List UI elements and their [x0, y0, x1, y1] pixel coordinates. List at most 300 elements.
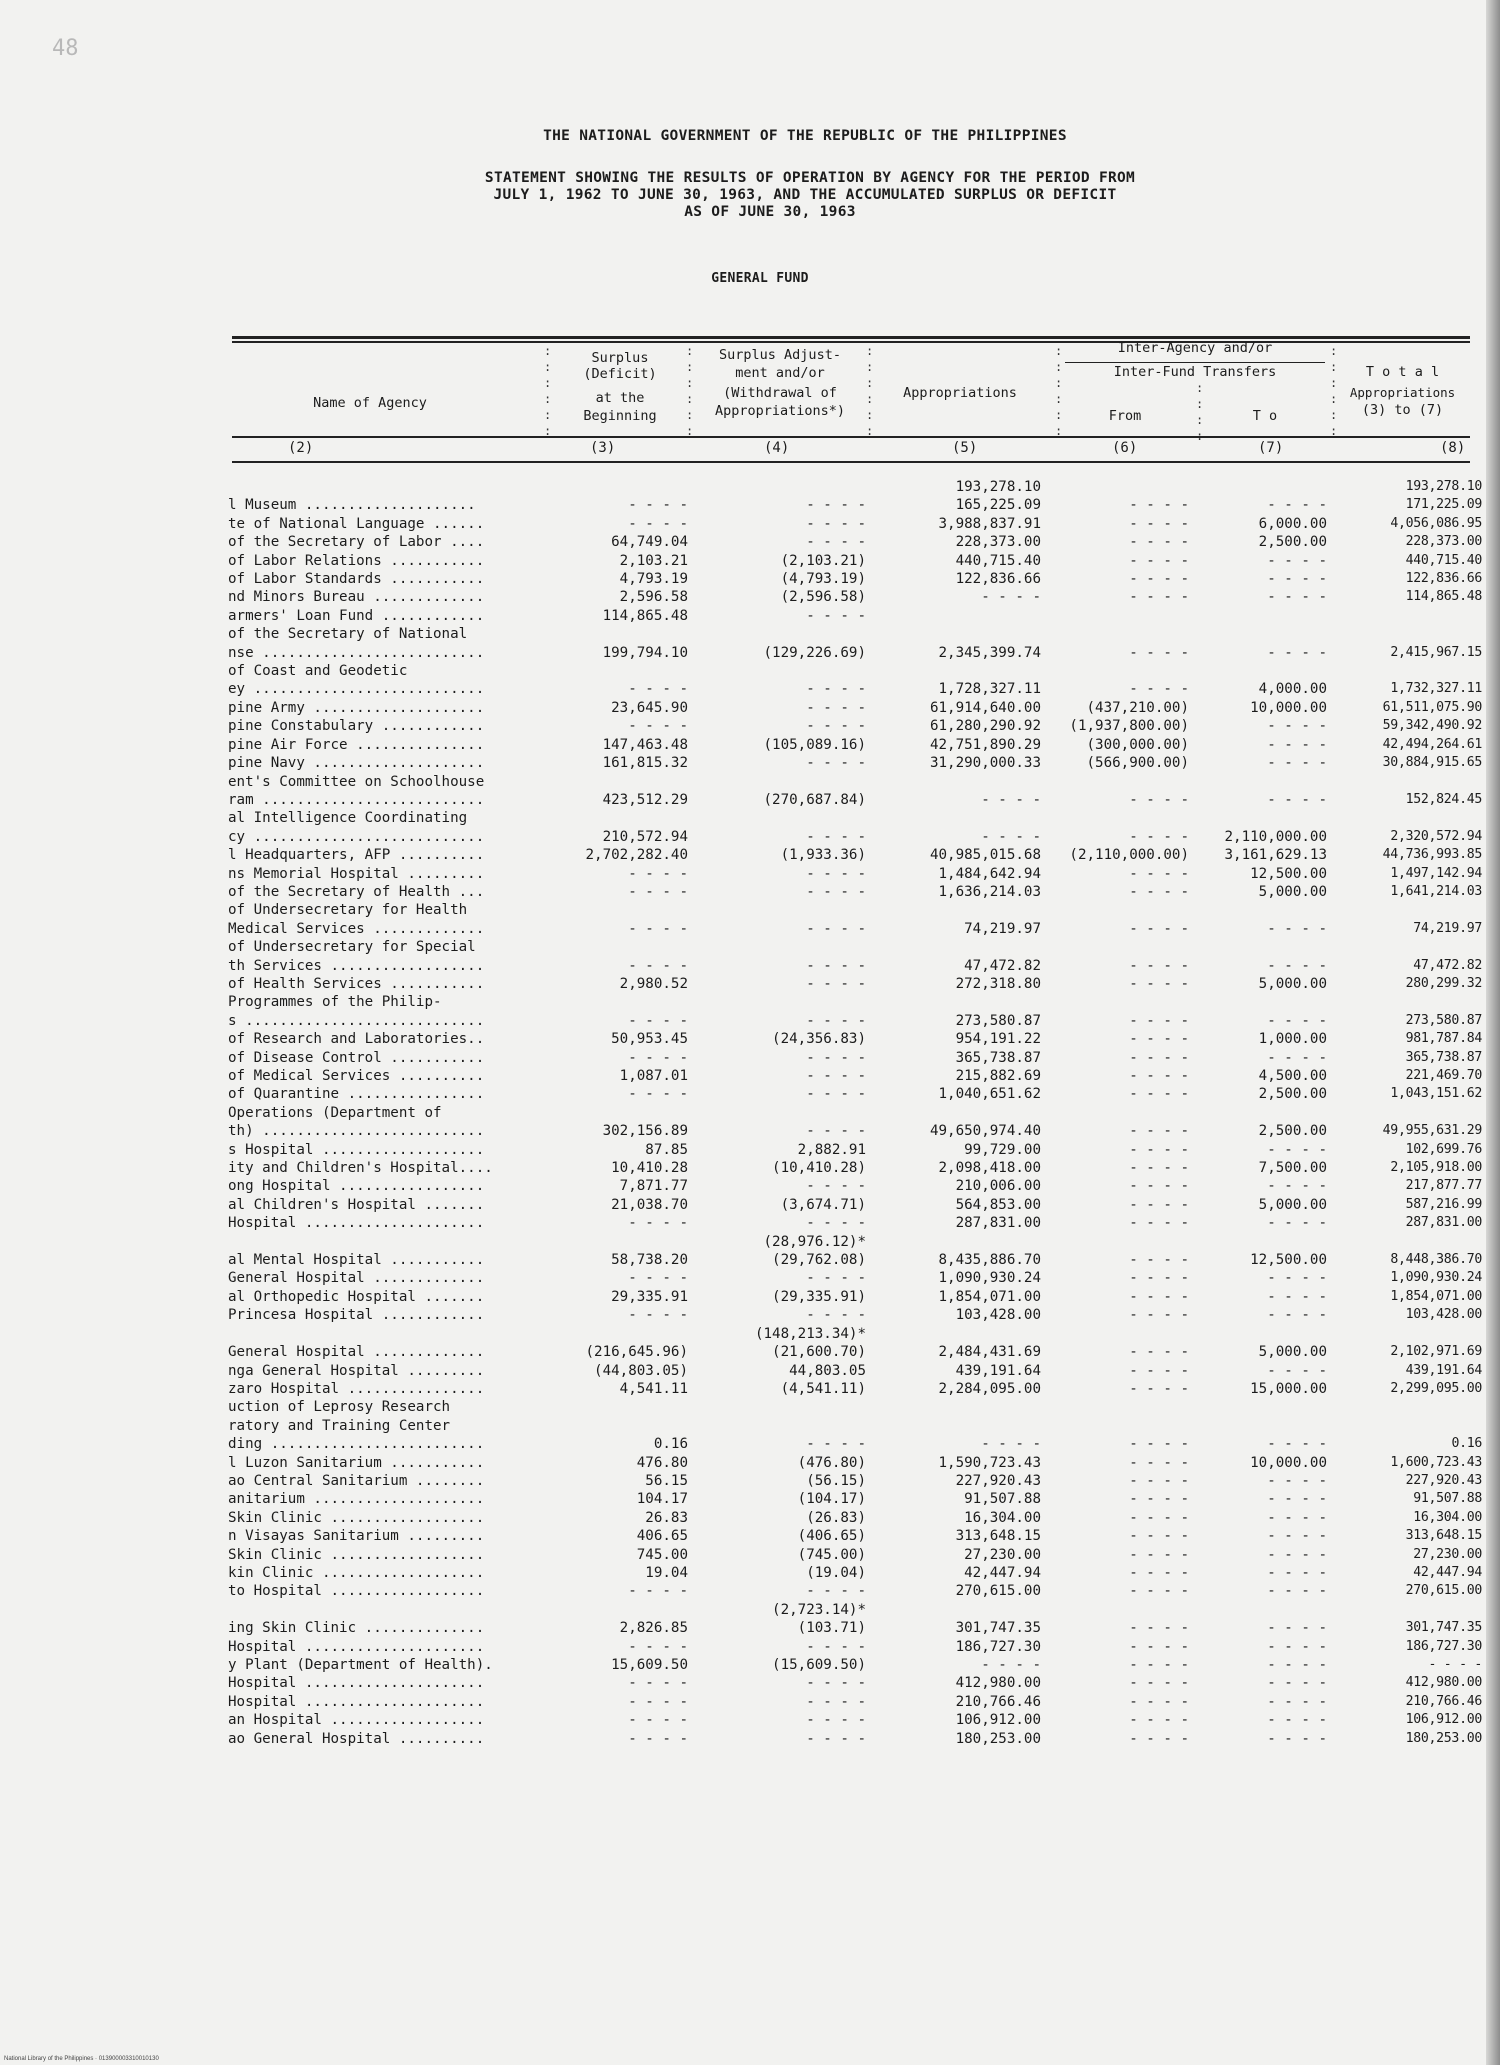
header-from: From — [1108, 408, 1142, 424]
surplus-adjustment-cell: - - - - — [806, 607, 866, 624]
transfer-from-cell: - - - - — [1129, 1712, 1189, 1729]
total-appropriations-cell: 8,448,386.70 — [1390, 1252, 1482, 1268]
surplus-beginning-cell: - - - - — [628, 1693, 688, 1710]
transfer-to-cell: - - - - — [1267, 1730, 1327, 1747]
surplus-beginning-cell: 23,645.90 — [611, 699, 688, 716]
surplus-adjustment-cell: (745.00) — [797, 1546, 866, 1563]
surplus-adjustment-cell: - - - - — [806, 1693, 866, 1710]
agency-name-cell: to Hospital .................. — [228, 1583, 485, 1600]
surplus-adjustment-cell: (24,356.83) — [772, 1031, 866, 1048]
surplus-adjustment-cell: - - - - — [806, 1215, 866, 1232]
transfer-from-cell: - - - - — [1129, 975, 1189, 992]
transfer-to-cell — [1189, 607, 1327, 625]
transfer-to-cell — [1189, 1233, 1327, 1251]
total-appropriations-cell: 4,056,086.95 — [1390, 515, 1482, 531]
transfer-from-cell: - - - - — [1129, 681, 1189, 698]
surplus-beginning-cell: - - - - — [628, 1675, 688, 1692]
table-row — [228, 1564, 1482, 1582]
appropriations-cell: - - - - — [981, 1657, 1041, 1673]
agency-name-cell: al Intelligence Coordinating — [228, 810, 468, 827]
transfer-from-cell: - - - - — [1129, 1215, 1189, 1232]
transfer-to-cell: 5,000.00 — [1258, 975, 1327, 992]
surplus-beginning-cell: 745.00 — [636, 1546, 688, 1563]
agency-name-cell: nga General Hospital ......... — [228, 1362, 485, 1379]
agency-name-cell: Medical Services ............. — [228, 920, 485, 937]
table-row — [228, 1693, 1482, 1711]
surplus-adjustment-cell: (148,213.34)* — [754, 1325, 866, 1342]
total-appropriations-cell: 440,715.40 — [1405, 552, 1482, 568]
transfer-from-cell — [1041, 607, 1189, 625]
surplus-adjustment-cell — [688, 625, 866, 643]
table-row — [228, 1233, 1482, 1251]
surplus-beginning-cell: 4,541.11 — [619, 1380, 688, 1397]
total-appropriations-cell: 42,494,264.61 — [1382, 736, 1482, 752]
surplus-adjustment-cell: (10,410.28) — [772, 1160, 866, 1177]
surplus-beginning-cell: 26.83 — [645, 1509, 688, 1526]
appropriations-cell: 193,278.10 — [955, 479, 1041, 495]
surplus-adjustment-cell: - - - - — [806, 1068, 866, 1084]
agency-name-cell: of Research and Laboratories.. — [228, 1031, 485, 1048]
appropriations-cell: 954,191.22 — [955, 1031, 1041, 1048]
total-appropriations-cell: 1,090,930.24 — [1390, 1270, 1482, 1286]
table-row — [228, 1049, 1482, 1067]
transfer-to-cell: 2,500.00 — [1258, 534, 1327, 551]
total-appropriations-cell: 1,732,327.11 — [1390, 681, 1482, 697]
transfer-from-cell: - - - - — [1129, 515, 1189, 532]
agency-name-cell: ao General Hospital .......... — [228, 1730, 485, 1747]
transfer-from-cell: - - - - — [1129, 1730, 1189, 1747]
surplus-beginning-cell: 7,871.77 — [619, 1178, 688, 1195]
agency-name-cell: an Hospital .................. — [228, 1712, 485, 1729]
appropriations-cell: 1,728,327.11 — [938, 681, 1041, 698]
header-appropriations: Appropriations — [903, 385, 1017, 401]
table-row — [228, 1343, 1482, 1361]
appropriations-cell: 412,980.00 — [955, 1675, 1041, 1692]
transfer-from-cell: - - - - — [1129, 1252, 1189, 1269]
appropriations-cell: 1,090,930.24 — [938, 1270, 1041, 1287]
surplus-beginning-cell — [548, 625, 688, 643]
table-row — [228, 1619, 1482, 1637]
transfer-from-cell: (300,000.00) — [1086, 736, 1189, 753]
surplus-beginning-cell: 21,038.70 — [611, 1196, 688, 1213]
transfer-from-cell: - - - - — [1129, 791, 1189, 808]
surplus-adjustment-cell: - - - - — [806, 1436, 866, 1453]
table-row — [228, 607, 1482, 625]
table-row — [228, 570, 1482, 588]
transfer-from-cell — [1041, 1233, 1189, 1251]
transfer-to-cell: - - - - — [1267, 1049, 1327, 1066]
transfer-from-cell — [1041, 773, 1189, 791]
agency-name-cell: of Coast and Geodetic — [228, 663, 408, 680]
agency-name-cell: ent's Committee on Schoolhouse — [228, 773, 485, 790]
table-row — [228, 1325, 1482, 1343]
total-appropriations-cell: 0.16 — [1451, 1436, 1482, 1452]
transfer-to-cell: 5,000.00 — [1258, 883, 1327, 900]
table-row — [228, 625, 1482, 643]
transfer-to-cell: 2,110,000.00 — [1224, 828, 1327, 845]
surplus-adjustment-cell: - - - - — [806, 1730, 866, 1747]
agency-name-cell: pine Constabulary ............ — [228, 718, 485, 735]
total-appropriations-cell: 49,955,631.29 — [1382, 1123, 1482, 1139]
transfer-to-cell: - - - - — [1267, 1638, 1327, 1655]
table-row — [228, 1509, 1482, 1527]
surplus-beginning-cell: 56.15 — [645, 1472, 688, 1489]
agency-name-cell: pine Air Force ............... — [228, 736, 485, 753]
transfer-from-cell — [1041, 1398, 1189, 1416]
transfer-from-cell: - - - - — [1129, 1344, 1189, 1361]
transfer-to-cell — [1189, 662, 1327, 680]
transfer-to-cell — [1189, 993, 1327, 1011]
table-row — [228, 1251, 1482, 1269]
surplus-adjustment-cell: - - - - — [806, 883, 866, 900]
table-row — [228, 736, 1482, 754]
header-adjustment-4: Appropriations*) — [714, 403, 846, 419]
column-number-3: (3) — [590, 440, 616, 456]
surplus-beginning-cell: - - - - — [628, 957, 688, 974]
table-row — [228, 588, 1482, 606]
header-agency-name: Name of Agency — [313, 395, 427, 411]
surplus-beginning-cell: - - - - — [628, 497, 688, 514]
surplus-beginning-cell: 406.65 — [636, 1528, 688, 1545]
total-appropriations-cell — [1327, 809, 1482, 827]
total-appropriations-cell: 1,043,151.62 — [1390, 1086, 1482, 1102]
agency-name-cell: Hospital ..................... — [228, 1638, 485, 1655]
surplus-adjustment-cell: - - - - — [806, 755, 866, 772]
appropriations-cell: 42,447.94 — [964, 1564, 1041, 1581]
header-adjustment-2: ment and/or — [735, 365, 825, 381]
appropriations-cell: 91,507.88 — [964, 1491, 1041, 1508]
table-row — [228, 1159, 1482, 1177]
column-number-rule — [232, 461, 1470, 463]
transfer-to-cell: 5,000.00 — [1258, 1344, 1327, 1361]
appropriations-cell: 31,290,000.33 — [929, 755, 1041, 772]
total-appropriations-cell: 102,699.76 — [1405, 1141, 1482, 1157]
transfer-to-cell: 3,161,629.13 — [1224, 847, 1327, 864]
transfer-from-cell: - - - - — [1129, 1528, 1189, 1545]
agency-name-cell: l Luzon Sanitarium ........... — [228, 1454, 485, 1471]
appropriations-cell: - - - - — [981, 589, 1041, 606]
agency-name-cell: y Plant (Department of Health). — [228, 1657, 493, 1673]
table-row — [228, 1730, 1482, 1748]
surplus-beginning-cell: - - - - — [628, 1730, 688, 1747]
table-row — [228, 1085, 1482, 1103]
header-surplus-3: at the — [595, 390, 645, 406]
table-row — [228, 515, 1482, 533]
transfer-to-cell: 10,000.00 — [1250, 699, 1327, 716]
surplus-beginning-cell: 161,815.32 — [602, 755, 688, 772]
appropriations-cell: 103,428.00 — [955, 1307, 1041, 1324]
header-total-2: Appropriations — [1349, 385, 1456, 400]
appropriations-cell — [866, 938, 1041, 956]
surplus-adjustment-cell — [688, 773, 866, 791]
agency-name-cell: of Labor Standards ........... — [228, 571, 485, 588]
total-appropriations-cell: 74,219.97 — [1413, 920, 1482, 936]
total-appropriations-cell: 981,787.84 — [1405, 1031, 1482, 1047]
appropriations-cell: 99,729.00 — [964, 1141, 1041, 1158]
agency-name-cell: n Visayas Sanitarium ......... — [228, 1528, 485, 1545]
surplus-beginning-cell — [548, 1417, 688, 1435]
agency-name-cell: zaro Hospital ................ — [228, 1380, 485, 1397]
total-appropriations-cell: 91,507.88 — [1413, 1491, 1482, 1507]
appropriations-cell: 61,914,640.00 — [929, 699, 1041, 716]
agency-name-cell — [228, 478, 548, 496]
transfer-to-cell: - - - - — [1267, 957, 1327, 974]
appropriations-cell: 272,318.80 — [955, 975, 1041, 992]
appropriations-cell: 313,648.15 — [955, 1528, 1041, 1545]
table-row — [228, 809, 1482, 827]
table-row — [228, 552, 1482, 570]
transfer-from-cell: (566,900.00) — [1086, 755, 1189, 772]
transfer-to-cell: 10,000.00 — [1250, 1454, 1327, 1471]
transfer-from-cell: - - - - — [1129, 1123, 1189, 1140]
agency-name-cell: al Orthopedic Hospital ....... — [228, 1288, 485, 1305]
transfer-from-cell — [1041, 938, 1189, 956]
surplus-adjustment-cell: (103.71) — [797, 1620, 866, 1637]
appropriations-cell: 49,650,974.40 — [929, 1123, 1041, 1140]
transfer-to-cell: 7,500.00 — [1258, 1160, 1327, 1177]
appropriations-cell: 165,225.09 — [955, 497, 1041, 514]
appropriations-cell: 1,590,723.43 — [938, 1454, 1041, 1471]
title-line-1: THE NATIONAL GOVERNMENT OF THE REPUBLIC OF THE PHILIPPINES — [543, 128, 1067, 144]
transfer-from-cell: - - - - — [1129, 1196, 1189, 1213]
transfer-from-cell — [1041, 1104, 1189, 1122]
total-appropriations-cell: 44,736,993.85 — [1382, 847, 1482, 863]
surplus-beginning-cell: 2,103.21 — [619, 552, 688, 569]
total-appropriations-cell: 2,299,095.00 — [1390, 1380, 1482, 1396]
column-number-4: (4) — [764, 440, 790, 456]
table-row — [228, 1306, 1482, 1324]
surplus-beginning-cell — [548, 809, 688, 827]
total-appropriations-cell: 30,884,915.65 — [1382, 755, 1482, 771]
header-total-3: (3) to (7) — [1361, 402, 1444, 418]
total-appropriations-cell — [1327, 662, 1482, 680]
appropriations-cell: 16,304.00 — [964, 1509, 1041, 1526]
surplus-beginning-cell: 0.16 — [653, 1436, 688, 1453]
agency-name-cell: pine Navy .................... — [228, 755, 485, 772]
surplus-beginning-cell: 19.04 — [645, 1564, 688, 1581]
transfer-to-cell — [1189, 1398, 1327, 1416]
table-row — [228, 975, 1482, 993]
surplus-adjustment-cell: (3,674.71) — [780, 1196, 866, 1213]
transfer-from-cell: - - - - — [1129, 589, 1189, 606]
transfer-to-cell: - - - - — [1267, 497, 1327, 514]
agency-name-cell — [228, 1325, 548, 1343]
transfer-to-cell: - - - - — [1267, 1491, 1327, 1508]
surplus-adjustment-cell — [688, 993, 866, 1011]
table-row — [228, 1012, 1482, 1030]
total-appropriations-cell: 152,824.45 — [1405, 791, 1482, 807]
fund-label: GENERAL FUND — [711, 271, 809, 286]
agency-name-cell: ing Skin Clinic .............. — [228, 1620, 485, 1637]
surplus-beginning-cell: (216,645.96) — [585, 1344, 688, 1361]
transfer-from-cell — [1041, 478, 1189, 496]
surplus-adjustment-cell: - - - - — [806, 681, 866, 698]
surplus-beginning-cell: - - - - — [628, 1638, 688, 1655]
transfer-to-cell: - - - - — [1267, 1546, 1327, 1563]
table-row — [228, 1601, 1482, 1619]
header-top-rule — [232, 336, 1470, 339]
table-row — [228, 680, 1482, 698]
table-row — [228, 1122, 1482, 1140]
agency-name-cell: ey ........................... — [228, 681, 485, 698]
surplus-adjustment-cell: - - - - — [806, 920, 866, 937]
transfer-to-cell: - - - - — [1267, 1693, 1327, 1710]
agency-name-cell: ns Memorial Hospital ......... — [228, 865, 485, 882]
transfer-to-cell: - - - - — [1267, 1472, 1327, 1489]
table-row — [228, 1656, 1482, 1674]
table-row — [228, 1711, 1482, 1729]
surplus-beginning-cell: - - - - — [628, 515, 688, 532]
surplus-adjustment-cell: (1,933.36) — [780, 847, 866, 864]
transfer-to-cell: - - - - — [1267, 1509, 1327, 1526]
header-to: T o — [1252, 408, 1278, 424]
total-appropriations-cell: 228,373.00 — [1405, 534, 1482, 550]
total-appropriations-cell: 273,580.87 — [1405, 1012, 1482, 1028]
surplus-adjustment-cell: 2,882.91 — [797, 1141, 866, 1158]
agency-name-cell: of the Secretary of Labor .... — [228, 534, 485, 551]
surplus-adjustment-cell — [688, 662, 866, 680]
transfer-to-cell: - - - - — [1267, 552, 1327, 569]
agency-name-cell: General Hospital ............. — [228, 1270, 485, 1287]
surplus-adjustment-cell: - - - - — [806, 1178, 866, 1195]
surplus-beginning-cell: 476.80 — [636, 1454, 688, 1471]
total-appropriations-cell: 301,747.35 — [1405, 1620, 1482, 1636]
agency-name-cell: ao Central Sanitarium ........ — [228, 1472, 485, 1489]
column-number-7: (7) — [1258, 440, 1284, 456]
transfer-to-cell: 6,000.00 — [1258, 515, 1327, 532]
transfer-from-cell — [1041, 625, 1189, 643]
agency-name-cell: l Museum .................... — [228, 497, 476, 514]
agency-name-cell: l Headquarters, AFP .......... — [228, 847, 485, 864]
surplus-adjustment-cell: (2,103.21) — [780, 552, 866, 569]
surplus-adjustment-cell: - - - - — [806, 1675, 866, 1692]
transfer-to-cell: - - - - — [1267, 644, 1327, 661]
transfer-to-cell: - - - - — [1267, 736, 1327, 753]
total-appropriations-cell: 193,278.10 — [1405, 479, 1482, 494]
transfer-to-cell — [1189, 809, 1327, 827]
surplus-adjustment-cell: (56.15) — [806, 1472, 866, 1489]
appropriations-cell: 3,988,837.91 — [938, 515, 1041, 532]
surplus-adjustment-cell: (29,335.91) — [772, 1288, 866, 1305]
transfer-to-cell: 1,000.00 — [1258, 1031, 1327, 1048]
transfer-from-cell: - - - - — [1129, 1380, 1189, 1397]
total-appropriations-cell — [1327, 938, 1482, 956]
transfer-to-cell: - - - - — [1267, 1288, 1327, 1305]
transfer-from-cell — [1041, 993, 1189, 1011]
table-row — [228, 1288, 1482, 1306]
appropriations-cell: 2,345,399.74 — [938, 644, 1041, 661]
title-line-4: AS OF JUNE 30, 1963 — [684, 204, 856, 220]
appropriations-cell: - - - - — [981, 1436, 1041, 1453]
total-appropriations-cell: 313,648.15 — [1405, 1528, 1482, 1544]
appropriations-cell: 440,715.40 — [955, 552, 1041, 569]
surplus-adjustment-cell: - - - - — [806, 1049, 866, 1066]
transfer-from-cell — [1041, 1325, 1189, 1343]
appropriations-cell: 273,580.87 — [955, 1012, 1041, 1029]
transfer-from-cell: (1,937,800.00) — [1069, 718, 1189, 735]
table-row — [228, 1196, 1482, 1214]
table-row — [228, 644, 1482, 662]
appropriations-cell — [866, 809, 1041, 827]
header-interagency-2: Inter-Fund Transfers — [1113, 364, 1277, 380]
total-appropriations-cell — [1327, 901, 1482, 919]
table-row — [228, 1104, 1482, 1122]
transfer-to-cell — [1189, 773, 1327, 791]
surplus-adjustment-cell: (406.65) — [797, 1528, 866, 1545]
surplus-beginning-cell: - - - - — [628, 883, 688, 900]
total-appropriations-cell: 221,469.70 — [1405, 1068, 1482, 1083]
total-appropriations-cell: 1,497,142.94 — [1390, 865, 1482, 881]
total-appropriations-cell: 16,304.00 — [1413, 1509, 1482, 1525]
surplus-adjustment-cell — [688, 938, 866, 956]
surplus-adjustment-cell: (2,596.58) — [780, 589, 866, 606]
transfer-from-cell: - - - - — [1129, 1454, 1189, 1471]
total-appropriations-cell: 2,105,918.00 — [1390, 1160, 1482, 1176]
table-row — [228, 938, 1482, 956]
agency-name-cell: of the Secretary of Health ... — [228, 883, 485, 900]
table-row — [228, 1269, 1482, 1287]
agency-results-table — [228, 478, 1482, 1748]
transfer-to-cell: 4,000.00 — [1258, 681, 1327, 698]
appropriations-cell: - - - - — [981, 828, 1041, 845]
transfer-from-cell: - - - - — [1129, 1012, 1189, 1029]
col-sep: : : : : : : — [1330, 344, 1338, 438]
appropriations-cell: 122,836.66 — [955, 571, 1041, 588]
agency-name-cell: nd Minors Bureau ............. — [228, 589, 485, 606]
surplus-beginning-cell: - - - - — [628, 1049, 688, 1066]
surplus-beginning-cell: 58,738.20 — [611, 1252, 688, 1269]
header-adjustment-1: Surplus Adjust- — [719, 347, 841, 363]
agency-name-cell — [228, 1601, 548, 1619]
table-row — [228, 717, 1482, 735]
agency-name-cell: General Hospital ............. — [228, 1344, 485, 1361]
agency-name-cell: s ............................ — [228, 1012, 485, 1029]
appropriations-cell: 215,882.69 — [955, 1068, 1041, 1084]
transfer-from-cell — [1041, 1601, 1189, 1619]
transfer-to-cell: 4,500.00 — [1258, 1068, 1327, 1084]
table-row — [228, 1177, 1482, 1195]
agency-name-cell: of Labor Relations ........... — [228, 552, 485, 569]
surplus-beginning-cell — [548, 1398, 688, 1416]
table-row — [228, 1435, 1482, 1453]
table-row — [228, 1398, 1482, 1416]
agency-name-cell: te of National Language ...... — [228, 515, 485, 532]
transfer-from-cell: - - - - — [1129, 1546, 1189, 1563]
agency-name-cell: al Mental Hospital ........... — [228, 1252, 485, 1269]
surplus-adjustment-cell: - - - - — [806, 699, 866, 716]
surplus-beginning-cell: 4,793.19 — [619, 571, 688, 588]
transfer-to-cell: 5,000.00 — [1258, 1196, 1327, 1213]
surplus-beginning-cell: - - - - — [628, 920, 688, 937]
surplus-beginning-cell: 1,087.01 — [619, 1068, 688, 1084]
agency-name-cell: al Children's Hospital ....... — [228, 1196, 485, 1213]
agency-name-cell: of the Secretary of National — [228, 626, 468, 643]
total-appropriations-cell — [1327, 625, 1482, 643]
appropriations-cell: 1,636,214.03 — [938, 883, 1041, 900]
appropriations-cell: 42,751,890.29 — [929, 736, 1041, 753]
surplus-beginning-cell: 104.17 — [636, 1491, 688, 1508]
surplus-beginning-cell: - - - - — [628, 718, 688, 735]
table-row — [228, 1490, 1482, 1508]
transfer-to-cell: - - - - — [1267, 1675, 1327, 1692]
surplus-adjustment-cell: - - - - — [806, 828, 866, 845]
total-appropriations-cell: 412,980.00 — [1405, 1675, 1482, 1691]
surplus-adjustment-cell: - - - - — [806, 975, 866, 992]
page-edge-shadow — [1486, 0, 1500, 2065]
surplus-beginning-cell: - - - - — [628, 1307, 688, 1324]
agency-name-cell: anitarium .................... — [228, 1491, 485, 1508]
surplus-adjustment-cell: (21,600.70) — [772, 1344, 866, 1361]
